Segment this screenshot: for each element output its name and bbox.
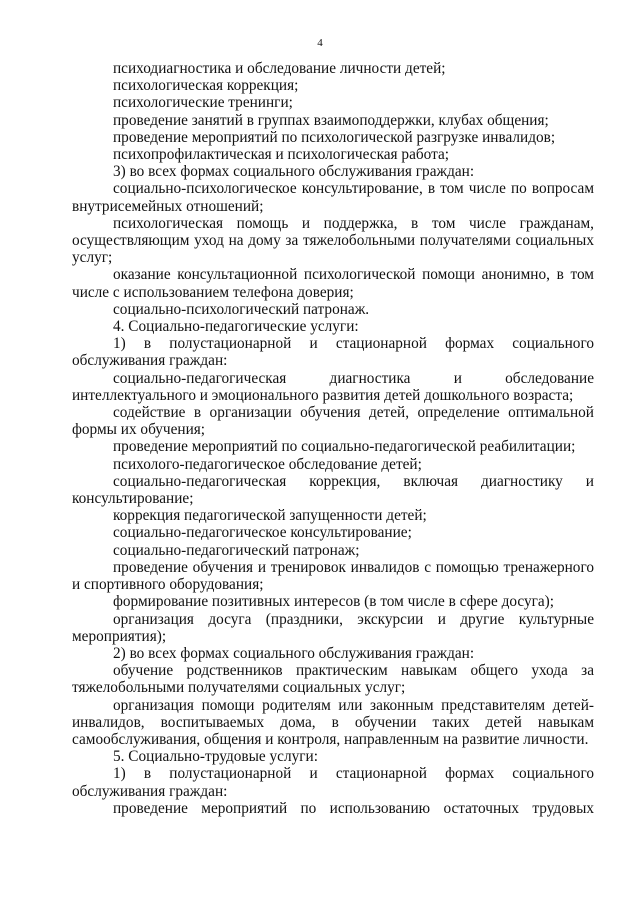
paragraph: организация досуга (праздники, экскурсии и другие культурные мероприятия);: [72, 610, 594, 645]
page-number: 4: [317, 37, 323, 49]
paragraph: 5. Социально-трудовые услуги:: [113, 748, 318, 766]
paragraph: проведение мероприятий по использованию остаточных трудовых: [113, 799, 594, 817]
paragraph: формирование позитивных интересов (в том числе в сфере досуга);: [113, 593, 555, 611]
paragraph: социально-педагогический патронаж;: [113, 541, 360, 559]
paragraph: 1) в полустационарной и стационарной формах социального обслуживания граждан:: [72, 335, 594, 370]
paragraph: психолого-педагогическое обследование детей;: [113, 455, 422, 473]
document-body: [0, 60, 640, 817]
paragraph: проведение мероприятий по социально-педагогической реабилитации;: [113, 438, 576, 456]
paragraph: психологические тренинги;: [113, 94, 293, 112]
paragraph: 2) во всех формах социального обслуживания граждан:: [113, 644, 475, 662]
paragraph: социально-психологический патронаж.: [113, 300, 370, 318]
paragraph: коррекция педагогической запущенности детей;: [113, 507, 427, 525]
paragraph: социально-педагогическая диагностика и обследование интеллектуального и эмоционального развития детей дошкольного возраста;: [72, 369, 594, 404]
paragraph: 1) в полустационарной и стационарной формах социального обслуживания граждан:: [72, 765, 594, 800]
paragraph: проведение мероприятий по психологической разгрузке инвалидов;: [113, 128, 556, 146]
paragraph: психологическая коррекция;: [113, 77, 299, 95]
paragraph: 4. Социально-педагогические услуги:: [113, 318, 359, 336]
paragraph: обучение родственников практическим навыкам общего ухода за тяжелобольными получателями социальных услуг;: [72, 662, 594, 697]
paragraph: организация помощи родителям или законным представителям детей-инвалидов, воспитываемых дома, в обучении таких детей навыкам самообслуживания, общения и контроля, направленным на развитие личности.: [72, 696, 594, 748]
paragraph: социально-психологическое консультирование, в том числе по вопросам внутрисемейных отношений;: [72, 180, 594, 215]
paragraph: психологическая помощь и поддержка, в том числе гражданам, осуществляющим уход на дому за тяжелобольными получателями социальных услуг;: [72, 214, 594, 267]
paragraph: социально-педагогическое консультирование;: [113, 524, 412, 542]
paragraph: оказание консультационной психологической помощи анонимно, в том числе с использованием телефона доверия;: [72, 266, 594, 301]
paragraph: социально-педагогическая коррекция, включая диагностику и консультирование;: [72, 472, 594, 508]
paragraph: психодиагностика и обследование личности детей;: [113, 60, 446, 77]
paragraph: психопрофилактическая и психологическая работа;: [113, 146, 449, 164]
paragraph: 3) во всех формах социального обслуживания граждан:: [113, 163, 475, 181]
paragraph: содействие в организации обучения детей, определение оптимальной формы их обучения;: [72, 404, 594, 439]
paragraph: проведение занятий в группах взаимоподдержки, клубах общения;: [113, 111, 549, 129]
paragraph: проведение обучения и тренировок инвалидов с помощью тренажерного и спортивного оборудования;: [72, 558, 594, 594]
